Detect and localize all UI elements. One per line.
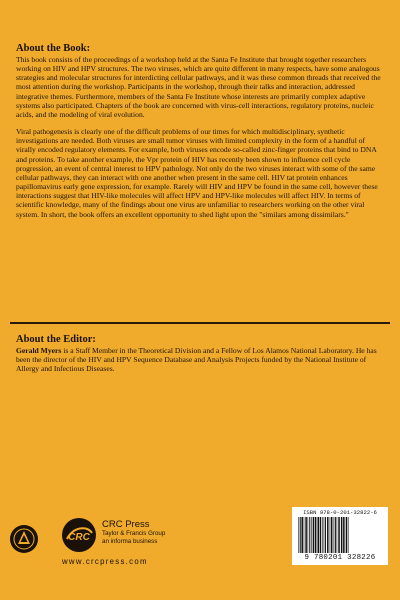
about-the-book-section <box>16 43 384 219</box>
barcode-bar <box>300 517 301 553</box>
barcode-bar <box>315 517 317 553</box>
about-the-editor-heading: About the Editor: <box>16 334 96 345</box>
about-the-book-heading: About the Book: <box>16 43 91 54</box>
barcode-bar <box>318 517 320 553</box>
barcode-bar <box>334 517 335 553</box>
barcode-bar <box>322 517 323 553</box>
barcode-bar <box>330 517 331 553</box>
isbn-label: ISBN 978-0-201-32822-6 <box>303 509 377 516</box>
barcode-bar <box>324 517 325 553</box>
barcode-bar <box>311 517 312 553</box>
book-description-paragraph-2: Viral pathogenesis is clearly one of the difficult problems of our times for which multidisciplinary, synthetic investigations are needed. Both viruses are small tumor viruses with limited complexity in the form of a handful of virally encoded regulatory elements. For example, both viruses encode so-called zinc-finger proteins that bind to DNA and proteins. To take another example, the Vpr protein of HIV has recently been shown to influence cell cycle progression, an event of central interest to HPV pathology. Not only do the two viruses interact with some of the same cellular pathways, they can interact with one another when present in the same cell. HIV tat protein enhances papillomavirus early gene expression, for example. Rarely will HIV and HPV be found in the same cell, however these interactions suggest that HIV-like molecules will affect HPV and HPV-like molecules will affect HIV. In terms of scientific knowledge, many of the findings about one virus are unfamiliar to researchers working on the other viral system. In short, the book offers an excellent opportunity to shed light upon the "similars among dissimilars." <box>16 127 378 219</box>
barcode-bar <box>337 517 338 553</box>
barcode-bar <box>298 517 299 553</box>
barcode-digits: 9 780201 328226 <box>304 554 376 562</box>
publisher-name: CRC Press <box>102 519 150 530</box>
book-description-paragraph-1: This book consists of the proceedings of a workshop held at the Santa Fe Institute that brought together researchers working on HIV and HPV structures. The two viruses, which are quite different in many respects, have some analogous strategies and molecular structures for interdicting cellular pathways, and it was these common threads that received the most attention during the workshop. Participants in the workshop, through their talks and interaction, addressed integrative themes. Furthermore, members of the Santa Fe Institute whose interests are primarily complex adaptive systems also participated. Chapters of the book are concerned with virus-cell interactions, regulatory proteins, nucleic acids, and the modeling of viral evolution. <box>16 55 381 119</box>
barcode-bars <box>298 517 382 553</box>
crc-logo-letters: CRC <box>68 532 90 543</box>
barcode-bar <box>313 517 315 553</box>
barcode-bar <box>335 517 336 553</box>
barcode-bar <box>309 517 310 553</box>
barcode-bar <box>308 517 309 553</box>
barcode-bar <box>304 517 305 553</box>
barcode-bar <box>301 517 303 553</box>
about-the-editor-section <box>16 334 384 373</box>
section-divider <box>10 322 390 324</box>
barcode-bar <box>305 517 307 553</box>
publisher-url: www.crcpress.com <box>62 557 148 566</box>
barcode-bar <box>325 517 326 553</box>
barcode-bar <box>327 517 329 553</box>
barcode-bar <box>331 517 333 553</box>
barcode-bar <box>320 517 322 553</box>
barcode-bar <box>343 517 345 553</box>
barcode-bar <box>341 517 343 553</box>
crc-swirl-logo-icon <box>61 517 97 553</box>
barcode <box>292 507 388 565</box>
publisher-group: Taylor & Francis Group <box>102 530 166 537</box>
publisher-tagline: an informa business <box>102 537 158 545</box>
barcode-bar <box>338 517 340 553</box>
editor-bio-text: is a Staff Member in the Theoretical Division and a Fellow of Los Alamos National Laboratory. He has been the director of the HIV and HPV Sequence Database and Analysis Projects funded by the National Institute of Allergy and Infectious Diseases. <box>16 346 377 374</box>
editor-name: Gerald Myers <box>16 346 62 355</box>
barcode-bar <box>346 517 348 553</box>
editor-bio <box>16 346 384 373</box>
publisher-seal-icon <box>9 524 39 554</box>
barcode-bar <box>348 517 349 553</box>
publisher-block <box>102 519 165 545</box>
